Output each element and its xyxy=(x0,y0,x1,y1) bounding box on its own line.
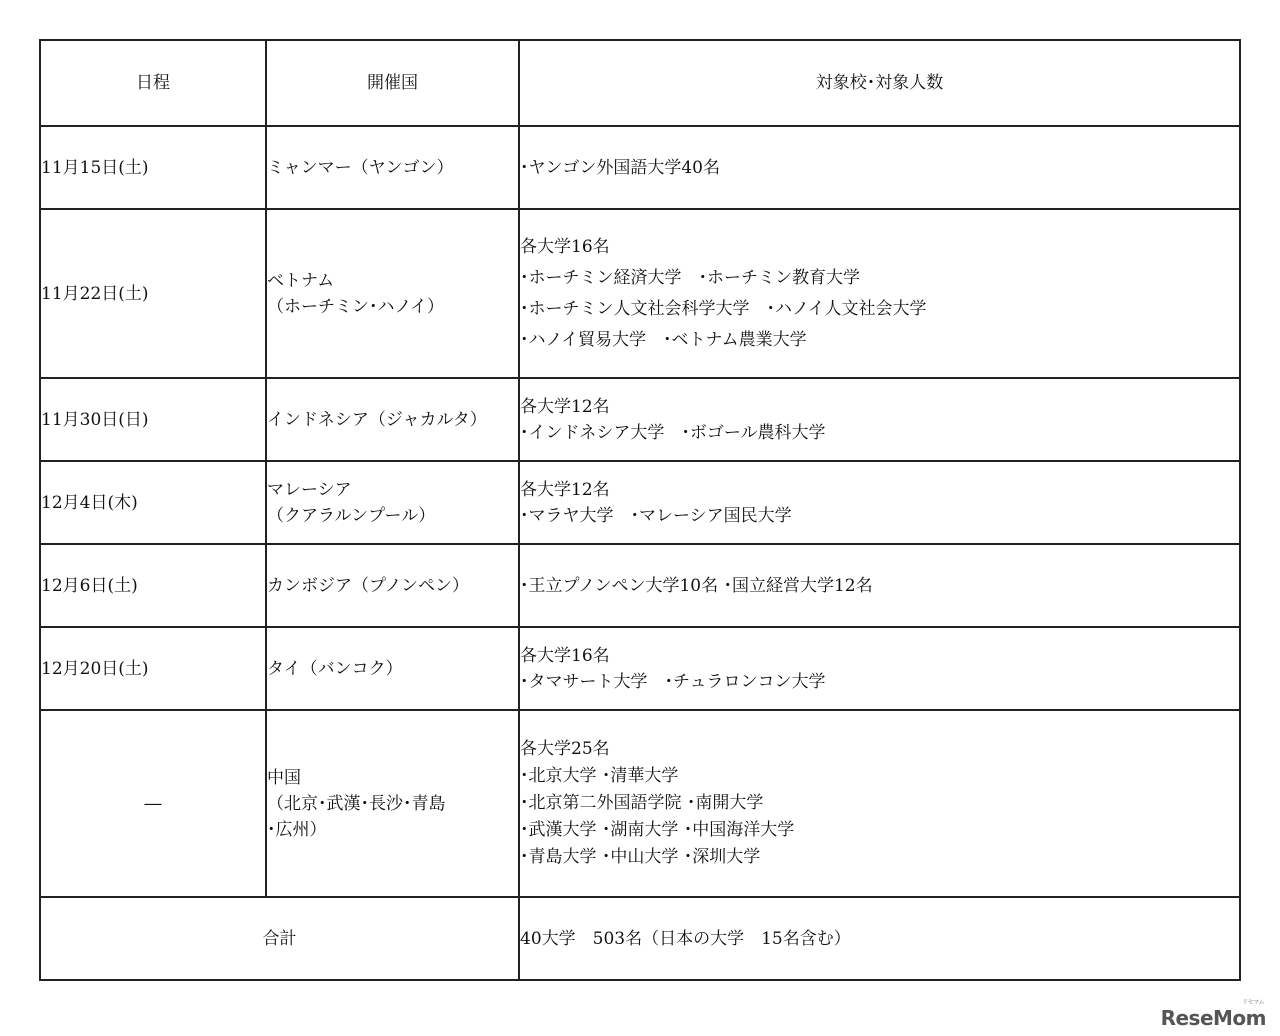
target-cell xyxy=(519,378,1240,461)
target-line: 各大学12名 xyxy=(520,479,610,500)
target-line: ･ホーチミン経済大学 ･ホーチミン教育大学 xyxy=(520,267,860,288)
target-line: ･北京第二外国語学院 ･南開大学 xyxy=(520,793,764,813)
resemom-logo xyxy=(1160,999,1266,1030)
target-line: ･青島大学 ･中山大学 ･深圳大学 xyxy=(520,847,761,867)
target-line: ･北京大学 ･清華大学 xyxy=(520,766,679,786)
table-row xyxy=(40,544,1240,627)
country-cell xyxy=(266,710,519,897)
schedule-table xyxy=(39,39,1241,981)
target-line: ･武漢大学 ･湖南大学 ･中国海洋大学 xyxy=(520,820,795,840)
total-value: 40大学 503名（日本の大学 15名含む） xyxy=(519,897,1240,980)
table-row xyxy=(40,627,1240,710)
target-line: 各大学16名 xyxy=(520,236,610,257)
target-cell xyxy=(519,209,1240,378)
country-line: （北京･武漢･長沙･青島 xyxy=(267,793,446,814)
target-line: ･マラヤ大学 ･マレーシア国民大学 xyxy=(520,505,792,526)
total-label: 合計 xyxy=(40,897,519,980)
date-cell: 11月15日(土) xyxy=(40,126,266,209)
header-row xyxy=(40,40,1240,126)
target-line: ･ヤンゴン外国語大学40名 xyxy=(520,157,720,178)
country-line: マレーシア xyxy=(267,479,352,500)
target-line: 各大学12名 xyxy=(520,396,610,417)
header-date: 日程 xyxy=(40,40,266,126)
target-line: ･王立プノンペン大学10名 ･国立経営大学12名 xyxy=(520,575,873,596)
total-row xyxy=(40,897,1240,980)
target-line: ･ハノイ貿易大学 ･ベトナム農業大学 xyxy=(520,329,807,350)
country-cell xyxy=(266,544,519,627)
target-cell xyxy=(519,544,1240,627)
date-cell: 11月22日(土) xyxy=(40,209,266,378)
country-line: （クアラルンプール） xyxy=(267,505,436,526)
table-row xyxy=(40,378,1240,461)
country-line: カンボジア（プノンペン） xyxy=(267,575,469,596)
country-line: タイ（バンコク） xyxy=(267,658,403,679)
target-cell xyxy=(519,461,1240,544)
table-row xyxy=(40,209,1240,378)
table-row xyxy=(40,126,1240,209)
table-row xyxy=(40,461,1240,544)
date-cell: 12月6日(土) xyxy=(40,544,266,627)
date-cell: 12月20日(土) xyxy=(40,627,266,710)
date-cell: ― xyxy=(40,710,266,897)
target-line: ･タマサート大学 ･チュラロンコン大学 xyxy=(520,671,826,692)
logo-brand: ReseMom xyxy=(1160,1006,1266,1030)
country-line: ･広州） xyxy=(267,819,327,840)
country-line: （ホーチミン･ハノイ） xyxy=(267,296,444,317)
logo-sub: リセマム xyxy=(1242,999,1264,1006)
country-cell xyxy=(266,378,519,461)
header-target: 対象校･対象人数 xyxy=(519,40,1240,126)
country-line: ミャンマー（ヤンゴン） xyxy=(267,157,454,178)
country-line: ベトナム xyxy=(267,270,335,291)
country-cell xyxy=(266,461,519,544)
country-line: インドネシア（ジャカルタ） xyxy=(267,409,487,430)
country-cell xyxy=(266,126,519,209)
table-row xyxy=(40,710,1240,897)
header-country: 開催国 xyxy=(266,40,519,126)
target-cell xyxy=(519,710,1240,897)
date-cell: 12月4日(木) xyxy=(40,461,266,544)
country-cell xyxy=(266,209,519,378)
country-cell xyxy=(266,627,519,710)
target-cell xyxy=(519,627,1240,710)
target-line: ･ホーチミン人文社会科学大学 ･ハノイ人文社会大学 xyxy=(520,298,927,319)
target-cell xyxy=(519,126,1240,209)
country-line: 中国 xyxy=(267,767,301,788)
target-line: 各大学25名 xyxy=(520,739,610,759)
date-cell: 11月30日(日) xyxy=(40,378,266,461)
target-line: ･インドネシア大学 ･ボゴール農科大学 xyxy=(520,422,826,443)
target-line: 各大学16名 xyxy=(520,645,610,666)
